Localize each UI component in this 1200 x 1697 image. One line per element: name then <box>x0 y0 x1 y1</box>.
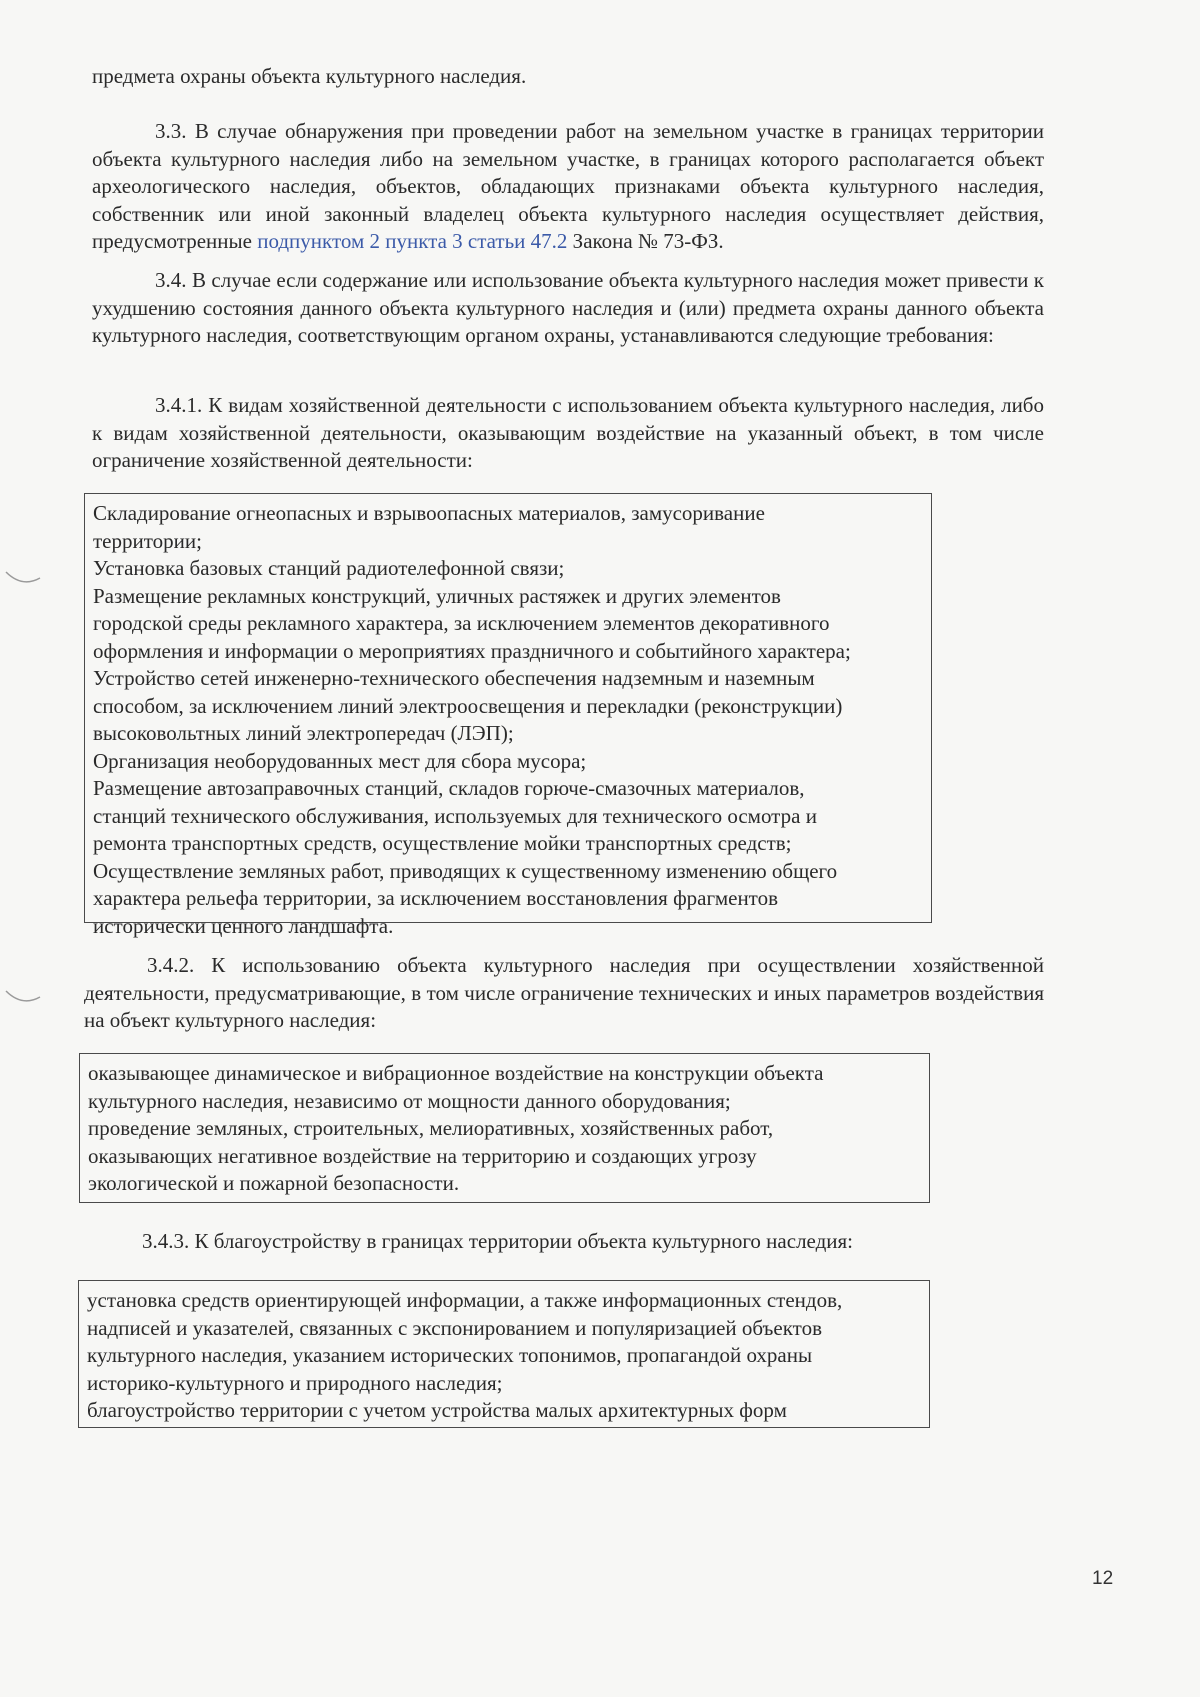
box-text-line: Складирование огнеопасных и взрывоопасных материалов, замусоривание <box>93 501 765 525</box>
box-text-line: ремонта транспортных средств, осуществление мойки транспортных средств; <box>93 831 792 855</box>
punch-hole-mark <box>0 985 44 1009</box>
restrictions-box-usage <box>79 1053 930 1203</box>
paragraph-3-4-2: 3.4.2. К использованию объекта культурного наследия при осуществлении хозяйственной деятельности, предусматривающие, в том числе ограничение технических и иных параметров воздействия на объект культурного наследия: <box>84 953 1044 1032</box>
box-text-line: культурного наследия, указанием исторических топонимов, пропагандой охраны <box>87 1343 813 1367</box>
box-text-line: культурного наследия, независимо от мощности данного оборудования; <box>88 1088 731 1113</box>
paragraph-3-3-text-end: Закона № 73-ФЗ. <box>567 229 724 253</box>
box-text-line: надписей и указателей, связанных с экспонированием и популяризацией объектов <box>87 1315 822 1340</box>
box-text-line: оформления и информации о мероприятиях праздничного и событийного характера; <box>93 638 851 663</box>
page-number: 12 <box>1092 1568 1114 1589</box>
box-text-line: Осуществление земляных работ, приводящих к существенному изменению общего <box>93 858 838 883</box>
box-text-line: Установка базовых станций радиотелефонной связи; <box>93 556 565 580</box>
punch-hole-mark <box>0 566 44 590</box>
paragraph-continuation: предмета охраны объекта культурного наследия. <box>92 64 527 88</box>
paragraph-3-3-text: 3.3. В случае обнаружения при проведении работ на земельном участке в границах территории объекта культурного наследия либо на земельном участке, в границах которого располагается объект археологического наследия, объектов, обладающих признаками объекта культурного наследия, собственник или иной законный владелец объекта культурного наследия осуществляет действия, предусмотренные <box>92 119 1044 253</box>
requirements-box-improvement <box>78 1280 930 1428</box>
box-text-line: Организация необорудованных мест для сбора мусора; <box>93 748 587 773</box>
box-text-line: способом, за исключением линий электроосвещения и перекладки (реконструкции) <box>93 693 843 718</box>
box-text-line: станций технического обслуживания, используемых для технического осмотра и <box>93 803 817 828</box>
box-text-line: благоустройство территории с учетом устройства малых архитектурных форм <box>87 1398 787 1422</box>
paragraph-3-4-1: 3.4.1. К видам хозяйственной деятельности с использованием объекта культурного наследия, либо к видам хозяйственной деятельности, оказывающим воздействие на указанный объект, в том числе ограничение хозяйственной деятельности: <box>92 393 1044 472</box>
box-text-line: оказывающих негативное воздействие на территорию и создающих угрозу <box>88 1143 757 1168</box>
box-text-line: высоковольтных линий электропередач (ЛЭП); <box>93 721 514 745</box>
box-text-line: проведение земляных, строительных, мелиоративных, хозяйственных работ, <box>88 1116 774 1140</box>
law-reference-link[interactable]: подпунктом 2 пункта 3 статьи 47.2 <box>257 229 568 253</box>
box-text-line: характера рельефа территории, за исключением восстановления фрагментов <box>93 886 779 910</box>
box-text-line: экологической и пожарной безопасности. <box>88 1171 460 1195</box>
box-text-line: территории; <box>93 528 202 553</box>
box-text-line: городской среды рекламного характера, за исключением элементов декоративного <box>93 611 830 635</box>
restrictions-box-economic-activity <box>84 493 932 938</box>
box-text-line: историко-культурного и природного наследия; <box>87 1370 503 1395</box>
box-text-line: оказывающее динамическое и вибрационное воздействие на конструкции объекта <box>88 1061 824 1085</box>
paragraph-3-3 <box>92 118 1044 256</box>
box-text-line: установка средств ориентирующей информации, а также информационных стендов, <box>87 1288 843 1312</box>
box-text-line: исторически ценного ландшафта. <box>93 913 394 938</box>
box-text-line: Устройство сетей инженерно-технического обеспечения надземным и наземным <box>93 666 815 690</box>
box-text-line: Размещение автозаправочных станций, складов горюче-смазочных материалов, <box>93 776 805 800</box>
box-text-line: Размещение рекламных конструкций, уличных растяжек и других элементов <box>93 583 781 608</box>
paragraph-3-4-3: 3.4.3. К благоустройству в границах территории объекта культурного наследия: <box>142 1229 854 1253</box>
paragraph-3-4: 3.4. В случае если содержание или использование объекта культурного наследия может привести к ухудшению состояния данного объекта культурного наследия и (или) предмета охраны данного объекта культурного наследия, соответствующим органом охраны, устанавливаются следующие требования: <box>92 268 1044 347</box>
